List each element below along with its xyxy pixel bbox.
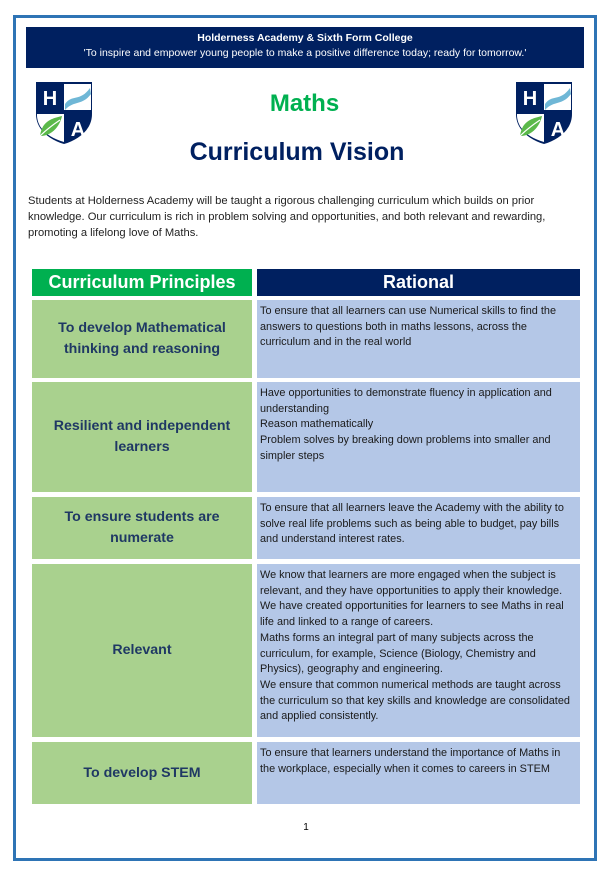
principle-cell: To develop STEM [32,742,252,804]
subject-heading: Maths [269,90,340,117]
rational-cell [257,497,580,559]
page-title: Curriculum Vision [189,138,405,166]
rational-line: To ensure that all learners leave the Academy with the ability to solve real life problems such as being able to budget, pay bills and understand interest rates. [260,502,564,546]
intro-paragraph: Students at Holderness Academy will be taught a rigorous challenging curriculum which builds on prior knowledge. Our curriculum is rich in problem solving and opportunities, and both relevant and rewarding, promoting a lifelong love of Maths. [28,195,546,239]
rational-line: We know that learners are more engaged when the subject is relevant, and they have opportunities to apply their knowledge. [260,569,563,597]
rational-cell [257,300,580,378]
logo-letter-a: A [70,119,86,141]
rational-line: We ensure that common numerical methods are taught across the curriculum so that key skills and knowledge are consolidated and applied consistently. [260,678,570,723]
rational-line: We have created opportunities for learners to see Maths in real life and linked to a range of careers. [260,600,564,629]
principle-cell: To ensure students are numerate [32,497,252,559]
logo-letter-h: H [42,88,58,110]
logo-letter-h: H [522,88,538,110]
rational-line: Problem solves by breaking down problems into smaller and simpler steps [260,434,551,462]
principles-column-header: Curriculum Principles [32,269,252,296]
logo-letter-a: A [550,119,566,141]
rational-column-header: Rational [257,269,580,296]
principle-cell: To develop Mathematical thinking and reasoning [32,300,252,378]
school-name: Holderness Academy & Sixth Form College [197,32,413,44]
rational-line: Reason mathematically [260,418,374,431]
school-motto: 'To inspire and empower young people to make a positive difference today; ready for tomorrow.' [83,47,527,59]
rational-cell [257,564,580,737]
rational-line: To ensure that all learners can use Numerical skills to find the answers to questions both in maths lessons, across the curriculum and in the real world [260,305,557,349]
rational-cell [257,742,580,804]
principle-cell: Resilient and independent learners [32,382,252,492]
rational-line: Maths forms an integral part of many subjects across the curriculum, for example, Science (Biology, Chemistry and Physics), geography and engineering. [260,631,536,676]
rational-line: To ensure that learners understand the importance of Maths in the workplace, especially when it comes to careers in STEM [260,747,561,775]
rational-cell [257,382,580,492]
page-number: 1 [303,822,309,833]
school-banner [26,27,584,68]
rational-line: Have opportunities to demonstrate fluency in application and understanding [260,387,552,415]
principle-cell: Relevant [32,564,252,737]
